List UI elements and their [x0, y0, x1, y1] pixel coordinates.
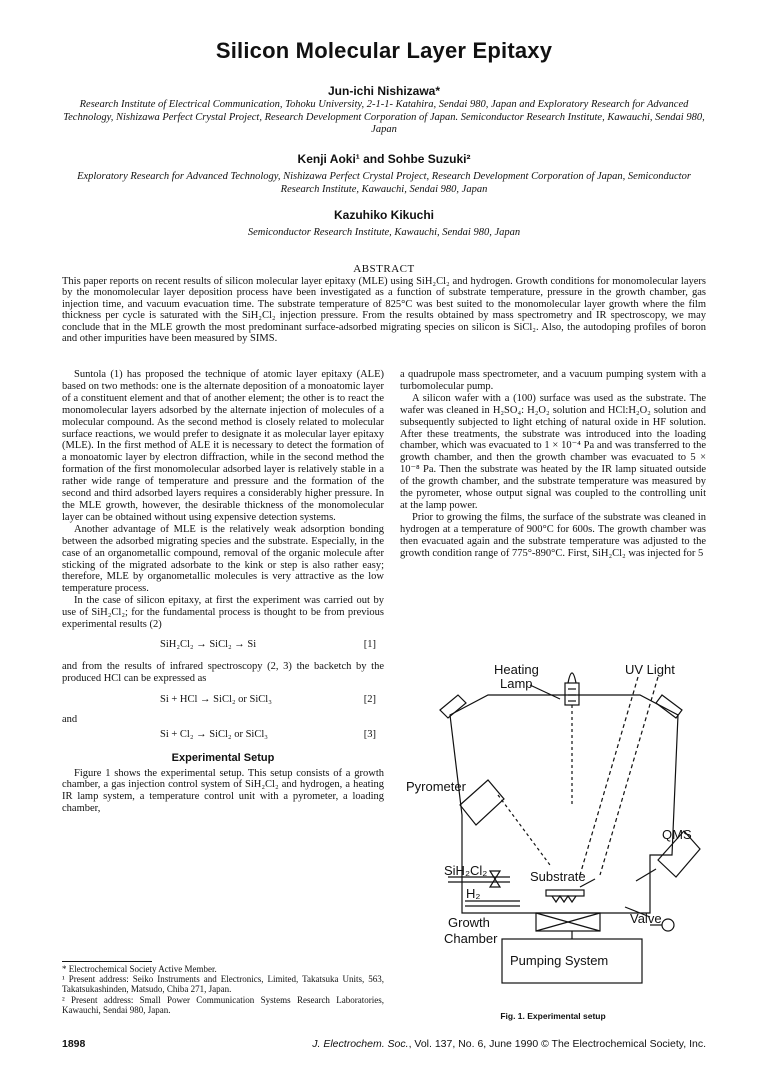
affiliation-1: Research Institute of Electrical Communication, Tohoku University, 2-1-1- Katahira, Sendai 980, Japan and Exploratory Research for Advanced Technology, Nishizawa Perfect Crystal Project, Research Development Corporation of Japan. Semiconductor Research Institute, Kawauchi, Sendai 980, Japan — [63, 99, 705, 135]
lamp-pointer-line — [530, 685, 560, 699]
left-paragraph-2: Another advantage of MLE is the relatively weak adsorption bonding between the adsorbed migrating species and the substrate. Especially, in the case of an organometallic compound, removal of the organic molecule after sticking of the migrated adsorbate to the kink or step is also rather easy; therefore, MLE by organometallic molecules is very attractive as the low temperature process. — [62, 523, 384, 595]
footer-citation — [312, 1038, 706, 1050]
right-port — [656, 695, 682, 718]
equation-3-number: [3] — [363, 728, 376, 740]
label-growth: Growth — [448, 915, 490, 930]
footnote-2: ¹ Present address: Seiko Instruments and Electronics, Limited, Takatsuka Units, 563, Takatsukashinden, Matsudo, Chiba 271, Japan. — [62, 974, 384, 995]
paper-title: Silicon Molecular Layer Epitaxy — [215, 38, 553, 63]
label-sih2cl2: SiH₂Cl₂ — [444, 863, 488, 878]
equation-1-text: SiH₂Cl₂ → SiCl₂ → Si — [160, 638, 257, 650]
right-paragraph-1: a quadrupole mass spectrometer, and a vacuum pumping system with a turbomolecular pump. — [400, 369, 706, 392]
citation-details: , Vol. 137, No. 6, June 1990 © The Electrochemical Society, Inc. — [408, 1038, 706, 1050]
figure-caption: Fig. 1. Experimental setup — [500, 1011, 606, 1021]
left-paragraph-5: Figure 1 shows the experimental setup. This setup consists of a growth chamber, a gas injection control system of SiH₂Cl₂ and hydrogen, a heating IR lamp system, a temperature control unit with a pyrometer, a loading chamber, — [62, 767, 384, 815]
affiliation-3: Semiconductor Research Institute, Kawauchi, Sendai 980, Japan — [247, 227, 521, 238]
label-uv-light: UV Light — [625, 662, 675, 677]
left-paragraph-4: and from the results of infrared spectroscopy (2, 3) the backetch by the produced HCl can be expressed as — [62, 660, 384, 684]
author-kikuchi: Kazuhiko Kikuchi — [333, 208, 434, 222]
label-lamp: Lamp — [500, 676, 533, 691]
label-qms: QMS — [662, 827, 692, 842]
heating-lamp-icon — [565, 673, 579, 805]
label-heating: Heating — [494, 662, 539, 677]
author-nishizawa: Jun-ichi Nishizawa* — [327, 84, 441, 98]
label-h2: H₂ — [466, 886, 481, 901]
label-valve: Valve — [630, 911, 662, 926]
footnotes — [62, 964, 384, 1015]
footnote-1: * Electrochemical Society Active Member. — [62, 964, 217, 974]
page-number: 1898 — [62, 1038, 86, 1050]
label-pyrometer: Pyrometer — [406, 779, 466, 794]
journal-name: J. Electrochem. Soc. — [312, 1038, 409, 1050]
affiliation-2: Exploratory Research for Advanced Technology, Nishizawa Perfect Crystal Project, Research Development Corporation of Japan, Semiconductor Research Institute, Kawauchi, Sendai 980, Japan — [77, 171, 691, 195]
equation-1-number: [1] — [363, 638, 376, 650]
pyrometer-icon — [460, 780, 550, 865]
right-paragraph-2: A silicon wafer with a (100) surface was used as the substrate. The wafer was cleaned in H₂SO₄: H₂O₂ solution and HCl:H₂O₂ solution and subsequently subjected to light etching of natural oxide in HF solution. After these treatments, the substrate was introduced into the loading chamber, which was evacuated to 1 × 10⁻⁴ Pa and was transferred to the growth chamber, and then the growth chamber was evacuated to 5 × 10⁻⁸ Pa. Then the substrate was heated by the IR lamp situated outside of the growth chamber, and the substrate temperature was measured by the pyrometer, whose output signal was coupled to the controlling unit at the lamp power. — [400, 392, 706, 511]
left-paragraph-3: In the case of silicon epitaxy, at first the experiment was carried out by use of SiH₂Cl₂; for the fundamental process is thought to be from previous experimental results (2) — [62, 595, 384, 631]
section-heading: Experimental Setup — [171, 751, 275, 764]
equation-3-text: Si + Cl₂ → SiCl₂ or SiCl₃ — [160, 728, 268, 740]
author-aoki-suzuki: Kenji Aoki¹ and Sohbe Suzuki² — [297, 152, 471, 166]
and-text: and — [62, 713, 78, 725]
substrate-holder-icon — [546, 890, 584, 902]
equation-3 — [62, 729, 384, 743]
label-pumping-system: Pumping System — [510, 953, 609, 968]
abstract-text: This paper reports on recent results of silicon molecular layer epitaxy (MLE) using SiH₂Cl₂ and hydrogen. Growth conditions for monomolecular layers by the monomolecular layer deposition process have been investigated as a function of substrate temperature, pressure in the growth chamber, gas injection time, and vacuum evacuation time. The substrate temperature of 825°C was best suited to the monomolecular layer growth where the film thickness per cycle is saturated with the SiH₂Cl₂ injection pressure. From the results obtained by mass spectrometry and IR spectroscopy, we may conclude that in the MLE growth the most predominant surface-adsorbed migrating species on silicon is SiCl₂. Also, the autodoping profiles of boron and other impurities have been measured by SIMS. — [62, 276, 706, 345]
left-column — [62, 369, 384, 815]
equation-2-number: [2] — [363, 693, 376, 705]
left-port — [440, 695, 466, 718]
footnote-divider — [62, 961, 152, 962]
right-paragraph-3: Prior to growing the films, the surface of the substrate was cleaned in hydrogen at a temperature of 900°C for 600s. The growth chamber was then evacuated again and the substrate temperature was adjusted to the growth condition range of 775°-890°C. First, SiH₂Cl₂ was injected for 5 — [400, 511, 706, 559]
right-column — [400, 369, 706, 560]
left-paragraph-1: Suntola (1) has proposed the technique of atomic layer epitaxy (ALE) based on two methods: one is the alternate deposition of a monoatomic layer of a constituent element and that of another element; the other is to react the monomolecular layers adsorbed by the alternate injection of molecules of a molecular compound. As the second method is closely related to molecular surface reactions, we would prefer to designate it as molecular layer epitaxy (MLE). In the first method of ALE it is necessary to detect the formation of a monoatomic layer by electron diffraction, while in the second method the formation of the first monomolecular adsorbed layer is relatively stable in a rather wide range of temperature and pressure and the formation of the second and third adsorbed layers requires a considerably higher pressure. In the MLE growth, however, the desirable thickness of the monomolecular layer can be obtained without using expensive detection systems. — [62, 369, 384, 523]
label-chamber: Chamber — [444, 931, 498, 946]
experimental-setup-figure — [400, 655, 706, 1005]
equation-2-text: Si + HCl → SiCl₂ or SiCl₃ — [160, 693, 272, 705]
footnote-3: ² Present address: Small Power Communication Systems Research Laboratories, Kawauchi, Sendai 980, Japan. — [62, 994, 384, 1015]
abstract-heading: ABSTRACT — [353, 263, 415, 275]
equation-1 — [62, 639, 384, 653]
label-substrate: Substrate — [530, 869, 586, 884]
equation-2 — [62, 694, 384, 708]
